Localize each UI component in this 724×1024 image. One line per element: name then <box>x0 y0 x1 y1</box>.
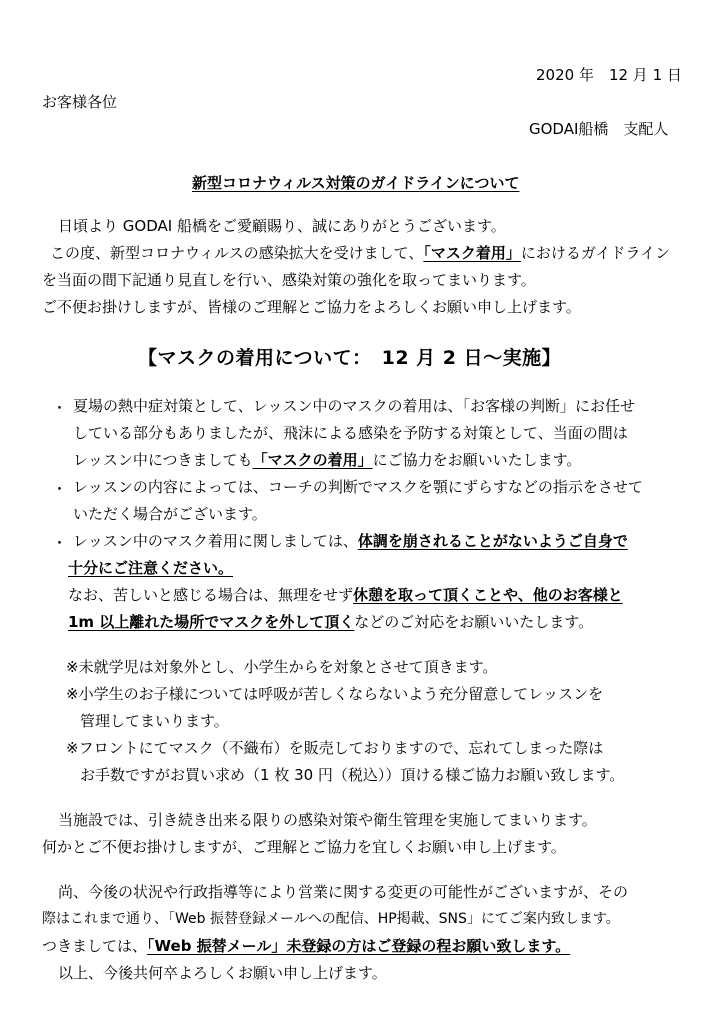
bullet-1-line-3-text-c: にご協力をお願いいたします。 <box>372 451 582 469</box>
closing-2-line-2: 際はこれまで通り、「Web 振替登録メールへの配信、HP掲載、SNS」にてご案内致します。 <box>42 911 620 927</box>
closing-2-line-3 <box>42 937 570 955</box>
sender-line: GODAI船橋 支配人 <box>529 120 669 138</box>
web-registration-emphasis: 「Web 振替メール」未登録の方はご登録の程お願い致します。 <box>147 937 571 955</box>
bullet-3-line-2: 十分にご注意ください。 <box>68 559 234 577</box>
note-1: ※未就学児は対象外とし、小学生からを対象とさせて頂きます。 <box>66 658 498 676</box>
intro-line-2 <box>50 244 670 262</box>
closing-2-line-1: 尚、今後の状況や行政指導等により営業に関する変更の可能性がございますが、その <box>58 883 629 901</box>
bullet-3-line-4 <box>68 613 593 631</box>
bullet-1-line-2: している部分もありましたが、飛沫による感染を予防する対策として、当面の間は <box>73 424 628 442</box>
distance-emphasis: 1m 以上離れた場所でマスクを外して頂く <box>68 613 355 631</box>
intro-line-1: 日頃より GODAI 船橋をご愛顧賜り、誠にありがとうございます。 <box>58 217 506 235</box>
bullet-3-line-4-text-b: などのご対応をお願いいたします。 <box>354 613 594 631</box>
bullet-3-line-3-text-a: なお、苦しいと感じる場合は、無理をせず <box>68 586 354 604</box>
note-3-line-1: ※フロントにてマスク（不織布）を販売しておりますので、忘れてしまった際は <box>66 739 604 757</box>
bullet-2-line-2: いただく場合がございます。 <box>73 505 267 523</box>
section-heading: 【マスクの着用について： 12 月 2 日～実施】 <box>138 347 562 369</box>
intro-line-4: ご不便お掛けしますが、皆様のご理解とご協力をよろしくお願い申し上げます。 <box>42 298 581 316</box>
bullet-2-line-1: レッスンの内容によっては、コーチの判断でマスクを顎にずらすなどの指示をさせて <box>73 478 643 496</box>
closing-1-line-2: 何かとご不便お掛けしますが、ご理解とご協力を宜しくお願い申し上げます。 <box>42 838 566 856</box>
intro-line-3: を当面の間下記通り見直しを行い、感染対策の強化を取ってまいります。 <box>42 271 536 289</box>
bullet-1-line-3-text-a: レッスン中につきましても <box>73 451 253 469</box>
mask-wearing-emphasis: 「マスク着用」 <box>423 244 521 262</box>
document-date: 2020 年 12 月 1 日 <box>536 66 682 84</box>
health-caution-emphasis: 体調を崩されることがないようご自身で <box>357 532 628 550</box>
bullet-1-line-1: 夏場の熱中症対策として、レッスン中のマスクの着用は、「お客様の判断」にお任せ <box>73 397 636 415</box>
bullet-mark: ・ <box>52 399 68 417</box>
note-3-line-2: お手数ですがお買い求め（1 枚 30 円（税込））頂ける様ご協力お願い致します。 <box>80 766 625 784</box>
bullet-3-line-3 <box>68 586 623 604</box>
intro-line-2-text-c: におけるガイドライン <box>520 244 670 262</box>
closing-1-line-1: 当施設では、引き続き出来る限りの感染対策や衛生管理を実施してまいります。 <box>58 811 597 829</box>
note-2-line-2: 管理してまいります。 <box>80 712 229 730</box>
mask-wearing-emphasis-2: 「マスクの着用」 <box>252 451 373 469</box>
intro-line-2-text-a: この度、新型コロナウィルスの感染拡大を受けまして、 <box>50 244 424 262</box>
bullet-3-line-1 <box>73 532 628 550</box>
rest-emphasis: 休憩を取って頂くことや、他のお客様と <box>353 586 623 604</box>
bullet-mark: ・ <box>52 534 68 552</box>
bullet-mark: ・ <box>52 480 68 498</box>
recipient-line: お客様各位 <box>42 93 118 111</box>
note-2-line-1: ※小学生のお子様については呼吸が苦しくならないよう充分留意してレッスンを <box>66 685 604 703</box>
bullet-3-line-1-text-a: レッスン中のマスク着用に関しましては、 <box>73 532 358 550</box>
bullet-1-line-3 <box>73 451 581 469</box>
closing-final-line: 以上、今後共何卒よろしくお願い申し上げます。 <box>58 964 387 982</box>
closing-2-line-3-text-a: つきましては、 <box>42 937 148 955</box>
document-title: 新型コロナウィルス対策のガイドラインについて <box>192 174 520 192</box>
